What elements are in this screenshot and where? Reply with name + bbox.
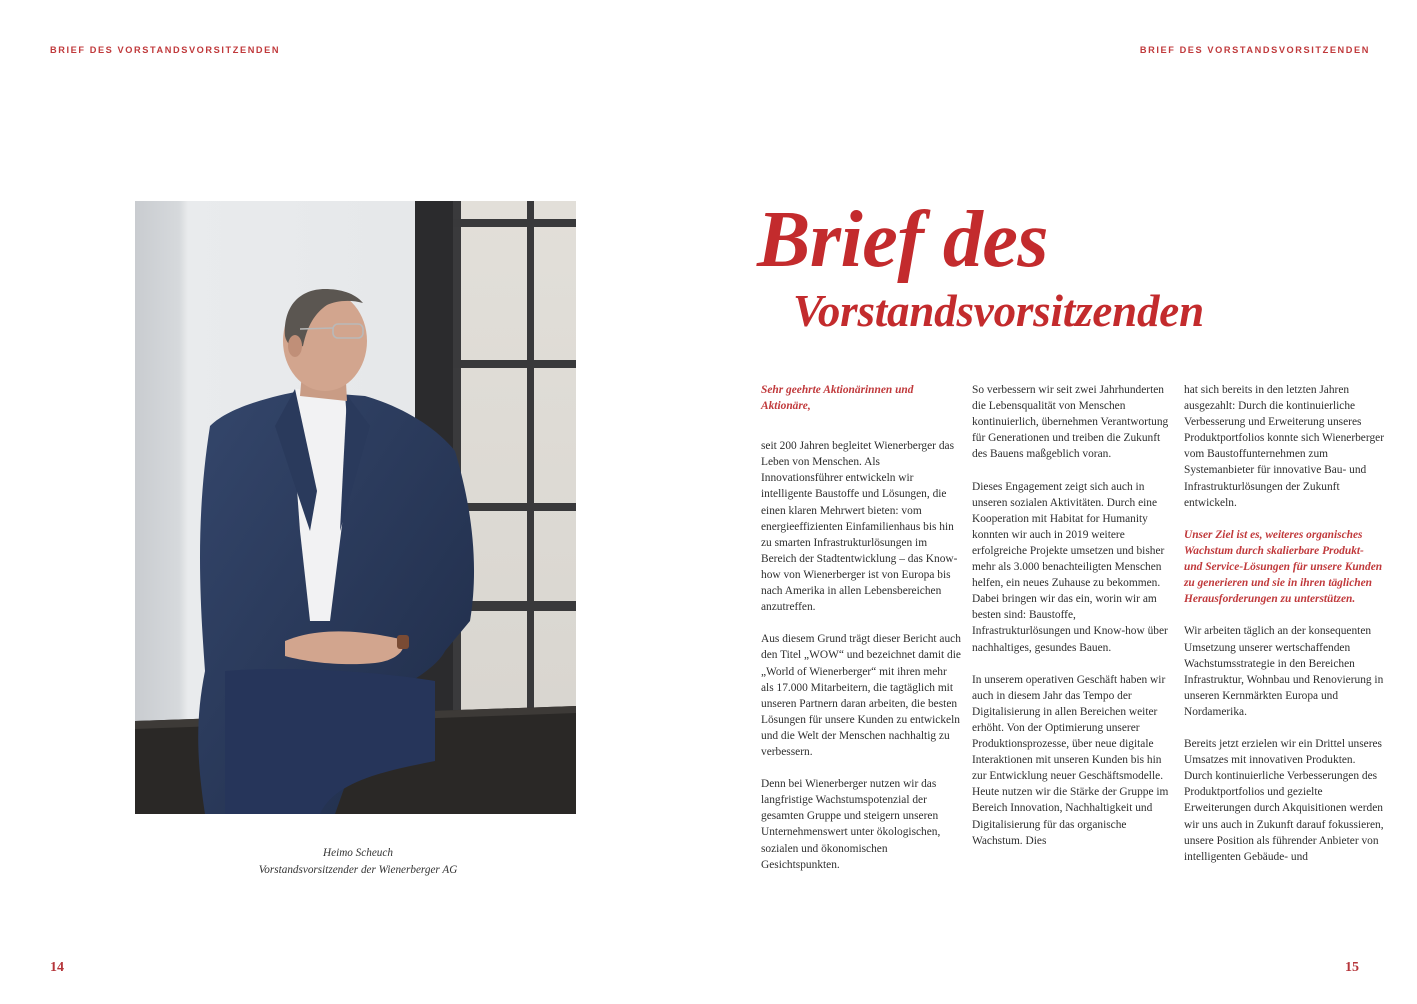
text-column-3	[1184, 382, 1384, 881]
body-paragraph: Denn bei Wienerberger nutzen wir das langfristige Wachstumspotenzial der gesamten Gruppe und steigern unseren Unternehmenswert unter ökologischen, sozialen und ökonomischen Gesichtspunkten.	[761, 778, 941, 871]
body-paragraph: Bereits jetzt erzielen wir ein Drittel unseres Umsatzes mit innovativen Produkten. Durch kontinuierliche Verbesserungen des Produktportfolios und gezielte Erweiterungen durch Akquisitionen werden wir uns auch in Zukunft darauf fokussieren, unsere Position als führender Anbieter von intelligenten Gebäude- und	[1184, 738, 1384, 863]
body-paragraph: Aus diesem Grund trägt dieser Bericht auch den Titel „WOW“ und bezeichnet damit die „World of Wienerberger“ mit ihren mehr als 17.000 Mitarbeitern, die tagtäglich mit unseren Partnern daran arbeiten, die besten Lösungen für unsere Kunden zu entwickeln und die Welt der Menschen nachhaltig zu verbessern.	[761, 633, 961, 758]
page-number-left: 14	[50, 960, 64, 975]
body-paragraph: seit 200 Jahren begleitet Wienerberger das Leben von Menschen. Als Innovationsführer entwickeln wir intelligente Baustoffe und Lösungen, die einen klaren Mehrwert bieten: vom energieeffizienten Einfamilienhaus bis hin zu smarten Infrastrukturlösungen im Bereich der Stadtentwicklung – das Know-how von Wienerberger ist von Europa bis nach Amerika in allen Lebensbereichen anzutreffen.	[761, 440, 958, 614]
page-title-line2: Vorstandsvorsitzenden	[793, 286, 1204, 336]
highlight-quote: Unser Ziel ist es, weiteres organisches Wachstum durch skalierbare Produkt- und Service-Lösungen für unsere Kunden zu generieren und sie in ihren täglichen Herausforderungen zu unterstützen.	[1184, 528, 1383, 606]
body-paragraph: In unserem operativen Geschäft haben wir auch in diesem Jahr das Tempo der Digitalisierung in allen Bereichen weiter erhöht. Von der Optimierung unserer Produktionsprozesse, über neue digitale Interaktionen mit unseren Kunden bis hin zur Entwicklung neuer Geschäftsmodelle. Heute nutzen wir die Stärke der Gruppe im Bereich Innovation, Nachhaltigkeit und Digitalisierung für das organische Wachstum. Dies	[972, 673, 1169, 847]
salutation: Sehr geehrte Aktionärinnen und Aktionäre,	[761, 384, 914, 413]
page-title-line1: Brief des	[757, 196, 1049, 284]
portrait-photo	[135, 201, 576, 814]
caption-name: Heimo Scheuch	[323, 847, 393, 859]
caption-role: Vorstandsvorsitzender der Wienerberger AG	[258, 863, 458, 876]
body-paragraph: Wir arbeiten täglich an der konsequenten Umsetzung unserer wertschaffenden Wachstumsstrategie in den Bereichen Infrastruktur, Wohnbau und Renovierung in unseren Kernmärkten Europa und Nordamerika.	[1184, 625, 1384, 718]
page-number-right: 15	[1345, 960, 1359, 975]
body-paragraph: Dieses Engagement zeigt sich auch in unseren sozialen Aktivitäten. Durch eine Kooperation mit Habitat for Humanity konnten wir auch in 2019 weitere erfolgreiche Projekte umsetzen und bisher mehr als 3.000 benachteiligten Menschen helfen, ein neues Zuhause zu bekommen. Dabei bringen wir das ein, worin wir am besten sind: Baustoffe, Infrastrukturlösungen und Know-how über nachhaltiges, gesundes Bauen.	[972, 480, 1168, 654]
portrait-illustration	[135, 201, 576, 814]
text-column-2	[972, 382, 1172, 865]
running-head-right: BRIEF DES VORSTANDSVORSITZENDEN	[1139, 45, 1370, 55]
body-paragraph: So verbessern wir seit zwei Jahrhunderten die Lebensqualität von Menschen kontinuierlich, übernehmen Verantwortung für Generationen und treiben die Zukunft des Bauens maßgeblich voran.	[972, 384, 1169, 461]
text-column-1	[761, 382, 961, 889]
photo-caption	[200, 845, 516, 878]
body-paragraph: hat sich bereits in den letzten Jahren ausgezahlt: Durch die kontinuierliche Verbesserung und Erweiterung unseres Produktportfolios konnte sich Wienerberger vom Baustoffunternehmen zum Systemanbieter für innovative Bau- und Infrastrukturlösungen der Zukunft entwickeln.	[1184, 384, 1384, 509]
running-head-left: BRIEF DES VORSTANDSVORSITZENDEN	[50, 45, 281, 55]
